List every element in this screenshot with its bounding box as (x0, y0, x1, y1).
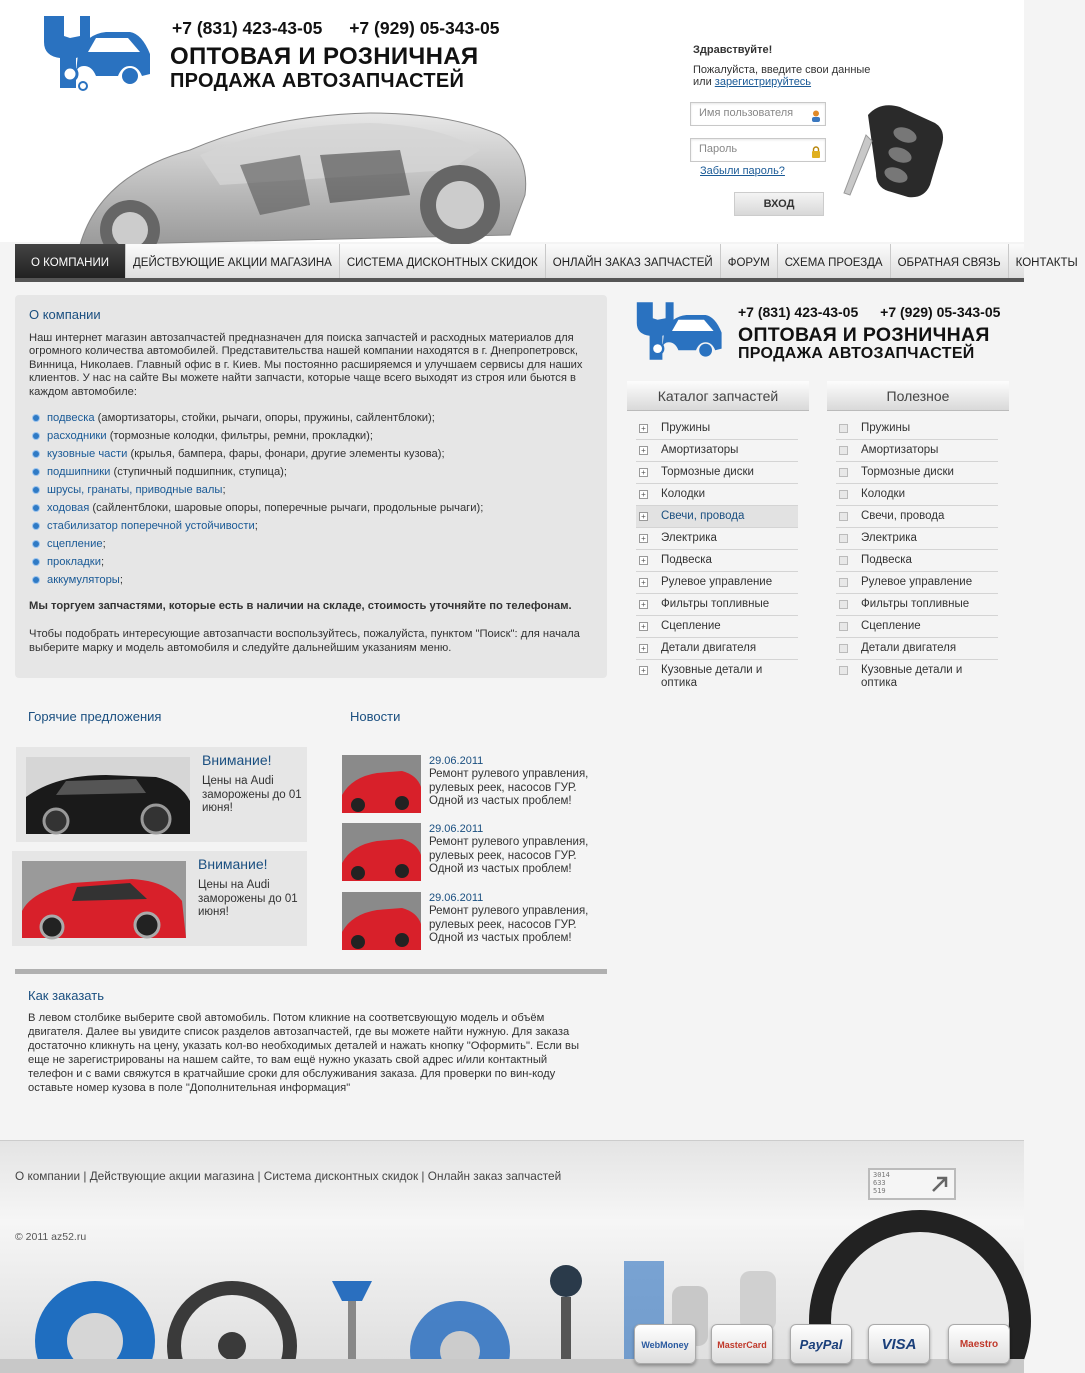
catalog-item[interactable]: + Электрика (636, 528, 798, 550)
footer-link-about[interactable]: О компании (15, 1169, 81, 1183)
parts-link[interactable]: ходовая (47, 502, 90, 515)
news-date: 29.06.2011 (429, 892, 484, 904)
parts-desc: (крылья, бампера, фары, фонари, другие элементы кузова); (127, 448, 445, 461)
catalog-item[interactable]: + Подвеска (636, 550, 798, 572)
expand-icon: + (639, 622, 648, 631)
bullet-icon (839, 512, 848, 521)
list-item (31, 463, 593, 481)
catalog-item[interactable]: + Рулевое управление (636, 572, 798, 594)
sidebar-phone-1: +7 (831) 423-43-05 (738, 304, 859, 320)
slogan-line-1: ОПТОВАЯ И РОЗНИЧНАЯ (170, 43, 479, 70)
counter-value: 519 (873, 1187, 886, 1195)
bullet-icon (839, 666, 848, 675)
list-item (31, 517, 593, 535)
expand-icon: + (639, 446, 648, 455)
mastercard-badge: MasterCard (711, 1324, 773, 1364)
list-item (31, 427, 593, 445)
nav-promotions[interactable]: ДЕЙСТВУЮЩИЕ АКЦИИ МАГАЗИНА (126, 244, 340, 278)
news-text: Ремонт рулевого управления, рулевых реек, насосов ГУР. Одной из частых проблем! (429, 836, 589, 875)
useful-list (836, 418, 998, 694)
catalog-item-hovered[interactable]: + Свечи, провода (636, 506, 798, 528)
parts-desc: (тормозные колодки, фильтры, ремни, прокладки); (106, 430, 373, 443)
site-footer (0, 1140, 1024, 1372)
sidebar-slogan-line-1: ОПТОВАЯ И РОЗНИЧНАЯ (738, 324, 990, 346)
parts-link[interactable]: стабилизатор поперечной устойчивости (47, 520, 255, 533)
useful-item[interactable]: Колодки (836, 484, 998, 506)
password-placeholder: Пароль (699, 143, 738, 155)
login-or: или (693, 76, 712, 88)
logo-icon[interactable] (38, 14, 153, 90)
useful-item[interactable]: Фильтры топливные (836, 594, 998, 616)
news-text: Ремонт рулевого управления, рулевых реек, насосов ГУР. Одной из частых проблем! (429, 768, 589, 807)
parts-list (31, 409, 593, 589)
useful-item[interactable]: Тормозные диски (836, 462, 998, 484)
how-to-order-text: В левом столбике выберите свой автомобиль. Потом кликние на соответсвующую модель и объём двигателя. Далее вы увидите список разделов автозапчастей, где вы можете найти нужную. Для заказа достаточно кликнуть на цену, указать кол-во необходимых деталей и нажать кнопку "Оформить". Если вы еще не зарегистрированы на нашем сайте, то вам ещё нужно указать свой адрес и/или контактный телефон и с вами свяжутся в кратчайшие сроки для обслуживания заказа. Для проверки по вин-коду оставьте номер кузова в поле "Дополнительная информация" (28, 1012, 580, 1094)
how-to-order-title: Как заказать (28, 988, 104, 1003)
parts-link[interactable]: подвеска (47, 412, 95, 425)
parts-desc: ; (102, 538, 106, 551)
header-phones (172, 18, 500, 39)
about-outro: Чтобы подобрать интересующие автозапчасти воспользуйтесь, пожалуйста, пунктом "Поиск": для начала выберите марку и модель автомобиля и следуйте дальнейшим указаниям меню. (29, 628, 580, 654)
parts-link[interactable]: сцепление (47, 538, 103, 551)
maestro-badge: Maestro (948, 1324, 1010, 1364)
useful-item[interactable]: Кузовные детали и оптика (836, 660, 998, 694)
catalog-item[interactable]: + Амортизаторы (636, 440, 798, 462)
bullet-icon (839, 424, 848, 433)
list-item (31, 535, 593, 553)
catalog-item[interactable]: + Фильтры топливные (636, 594, 798, 616)
catalog-item[interactable]: + Кузовные детали и оптика (636, 660, 798, 694)
hot-offer-card[interactable] (16, 747, 307, 842)
useful-item[interactable]: Электрика (836, 528, 998, 550)
useful-item[interactable]: Пружины (836, 418, 998, 440)
list-item (31, 571, 593, 589)
useful-header: Полезное (827, 381, 1009, 411)
nav-contacts[interactable]: КОНТАКТЫ (1015, 257, 1078, 269)
parts-desc: (ступичный подшипник, ступица); (110, 466, 287, 479)
expand-icon: + (639, 468, 648, 477)
parts-link[interactable]: кузовные части (47, 448, 128, 461)
about-section (15, 295, 607, 678)
parts-link[interactable]: шрусы, гранаты, приводные валы (47, 484, 223, 497)
news-image (342, 823, 421, 881)
useful-item[interactable]: Подвеска (836, 550, 998, 572)
about-title: О компании (29, 307, 101, 322)
sidebar-phone-2: +7 (929) 05-343-05 (880, 304, 1001, 320)
list-item (31, 409, 593, 427)
news-text: Ремонт рулевого управления, рулевых реек, насосов ГУР. Одной из частых проблем! (429, 905, 589, 944)
header-slogan (170, 44, 478, 92)
list-item (31, 499, 593, 517)
news-item[interactable] (342, 755, 612, 815)
slogan-line-2: ПРОДАЖА АВТОЗАПЧАСТЕЙ (170, 70, 465, 93)
useful-item[interactable]: Свечи, провода (836, 506, 998, 528)
login-panel (693, 44, 893, 88)
nav-online-order[interactable]: ОНЛАЙН ЗАКАЗ ЗАПЧАСТЕЙ (546, 244, 721, 278)
login-prompt: Пожалуйста, введите свои данные (693, 64, 871, 76)
webmoney-badge: WebMoney (634, 1324, 696, 1364)
list-item (31, 445, 593, 463)
car-key-image (840, 95, 960, 215)
parts-link[interactable]: прокладки (47, 556, 101, 569)
footer-link-promotions[interactable]: Действующие акции магазина (89, 1169, 255, 1183)
nav-about[interactable]: О КОМПАНИИ (15, 244, 126, 278)
counter-value: 3014 (873, 1171, 890, 1179)
news-date: 29.06.2011 (429, 823, 484, 835)
bullet-icon (839, 534, 848, 543)
parts-desc: ; (254, 520, 258, 533)
expand-icon: + (639, 534, 648, 543)
sidebar-logo-icon (632, 300, 724, 362)
expand-icon: + (639, 490, 648, 499)
hot-offer-card[interactable] (12, 851, 307, 946)
footer-links: О компании | Действующие акции магазина | Система дисконтных скидок | Онлайн заказ запчастей (15, 1169, 562, 1183)
bullet-icon (839, 644, 848, 653)
main-nav (15, 244, 1078, 282)
catalog-item[interactable]: + Пружины (636, 418, 798, 440)
site-header (0, 0, 1024, 242)
nav-forum[interactable]: ФОРУМ (721, 244, 778, 278)
section-divider (15, 969, 607, 974)
expand-icon: + (639, 666, 648, 675)
about-intro: Наш интернет магазин автозапчастей предназначен для поиска запчастей и расходных материалов для огромного количества автомобилей. Представительства нашей компании находятся в г. Днепропетровск, Винница, Николаев. Главный офис в г. Киев. Мы постоянно расширяемся и улучшаем сервисы для наших клиентов. У нас на сайте Вы можете найти запчасти, которые чаще всего выходят из строя или бьются в каждом автомобиле: (29, 332, 583, 398)
header-phone-1: +7 (831) 423-43-05 (172, 18, 323, 38)
parts-desc: (амортизаторы, стойки, рычаги, опоры, пружины, сайлентблоки); (94, 412, 435, 425)
parts-link[interactable]: подшипники (47, 466, 111, 479)
arrow-up-right-icon (930, 1174, 950, 1194)
login-button[interactable]: ВХОД (734, 192, 824, 216)
expand-icon: + (639, 512, 648, 521)
register-link[interactable]: зарегистрируйтесь (714, 76, 812, 88)
footer-link-discounts[interactable]: Система дисконтных скидок (263, 1169, 419, 1183)
expand-icon: + (639, 578, 648, 587)
user-icon (811, 110, 821, 122)
useful-item[interactable]: Сцепление (836, 616, 998, 638)
parts-link[interactable]: расходники (47, 430, 107, 443)
parts-desc: ; (100, 556, 105, 569)
expand-icon: + (639, 600, 648, 609)
car-cutaway-image (70, 95, 540, 245)
catalog-item[interactable]: + Сцепление (636, 616, 798, 638)
catalog-item[interactable]: + Детали двигателя (636, 638, 798, 660)
bullet-icon (839, 556, 848, 565)
parts-desc: ; (119, 574, 123, 587)
sidebar-slogan-line-2: ПРОДАЖА АВТОЗАПЧАСТЕЙ (738, 345, 975, 363)
footer-link-online-order[interactable]: Онлайн заказ запчастей (427, 1169, 562, 1183)
news-title: Новости (350, 709, 401, 724)
parts-link[interactable]: аккумуляторы (47, 574, 120, 587)
news-item[interactable] (342, 823, 612, 883)
news-item[interactable] (342, 892, 612, 952)
hot-offers-title: Горячие предложения (28, 709, 162, 724)
hot-offer-text: Цены на Audi заморожены до 01 июня! (198, 879, 298, 918)
visit-counter[interactable] (868, 1168, 956, 1200)
hot-offer-heading[interactable]: Внимание! (202, 752, 272, 768)
expand-icon: + (639, 644, 648, 653)
news-date: 29.06.2011 (429, 755, 484, 767)
bullet-icon (839, 490, 848, 499)
how-to-order-section (28, 988, 593, 1095)
username-placeholder: Имя пользователя (699, 107, 794, 119)
parts-desc: (сайлентблоки, шаровые опоры, поперечные рычаги, продольные рычаги); (89, 502, 484, 515)
list-item (31, 481, 593, 499)
sidebar-phones (738, 304, 1000, 320)
bullet-icon (839, 446, 848, 455)
expand-icon: + (639, 424, 648, 433)
useful-item[interactable]: Детали двигателя (836, 638, 998, 660)
bullet-icon (839, 600, 848, 609)
bullet-icon (839, 622, 848, 631)
counter-value: 633 (873, 1179, 886, 1187)
about-stock-note: Мы торгуем запчастями, которые есть в наличии на складе, стоимость уточняйте по телефонам. (29, 600, 572, 613)
username-input[interactable] (690, 102, 826, 126)
list-item (31, 553, 593, 571)
hot-offer-image (22, 861, 186, 938)
nav-discounts[interactable]: СИСТЕМА ДИСКОНТНЫХ СКИДОК (340, 244, 546, 278)
catalog-header: Каталог запчастей (627, 381, 809, 411)
nav-feedback[interactable]: ОБРАТНАЯ СВЯЗЬ (891, 244, 1009, 278)
header-phone-2: +7 (929) 05-343-05 (349, 18, 500, 38)
useful-item[interactable]: Рулевое управление (836, 572, 998, 594)
copyright: © 2011 az52.ru (15, 1231, 87, 1243)
paypal-badge: PayPal (790, 1324, 852, 1364)
login-greeting: Здравствуйте! (693, 44, 773, 56)
forgot-password-link[interactable]: Забыли пароль? (700, 165, 785, 177)
parts-desc: ; (222, 484, 226, 497)
catalog-item[interactable]: + Колодки (636, 484, 798, 506)
nav-directions[interactable]: СХЕМА ПРОЕЗДА (778, 244, 891, 278)
hot-offer-heading[interactable]: Внимание! (198, 856, 268, 872)
catalog-list (636, 418, 798, 694)
bullet-icon (839, 578, 848, 587)
sidebar-slogan (738, 325, 990, 363)
visa-badge: VISA (868, 1324, 930, 1364)
bullet-icon (839, 468, 848, 477)
news-image (342, 892, 421, 950)
password-input[interactable] (690, 138, 826, 162)
hot-offer-image (26, 757, 190, 834)
lock-icon (811, 146, 821, 158)
catalog-item[interactable]: + Тормозные диски (636, 462, 798, 484)
hot-offer-text: Цены на Audi заморожены до 01 июня! (202, 775, 302, 814)
news-image (342, 755, 421, 813)
expand-icon: + (639, 556, 648, 565)
useful-item[interactable]: Амортизаторы (836, 440, 998, 462)
